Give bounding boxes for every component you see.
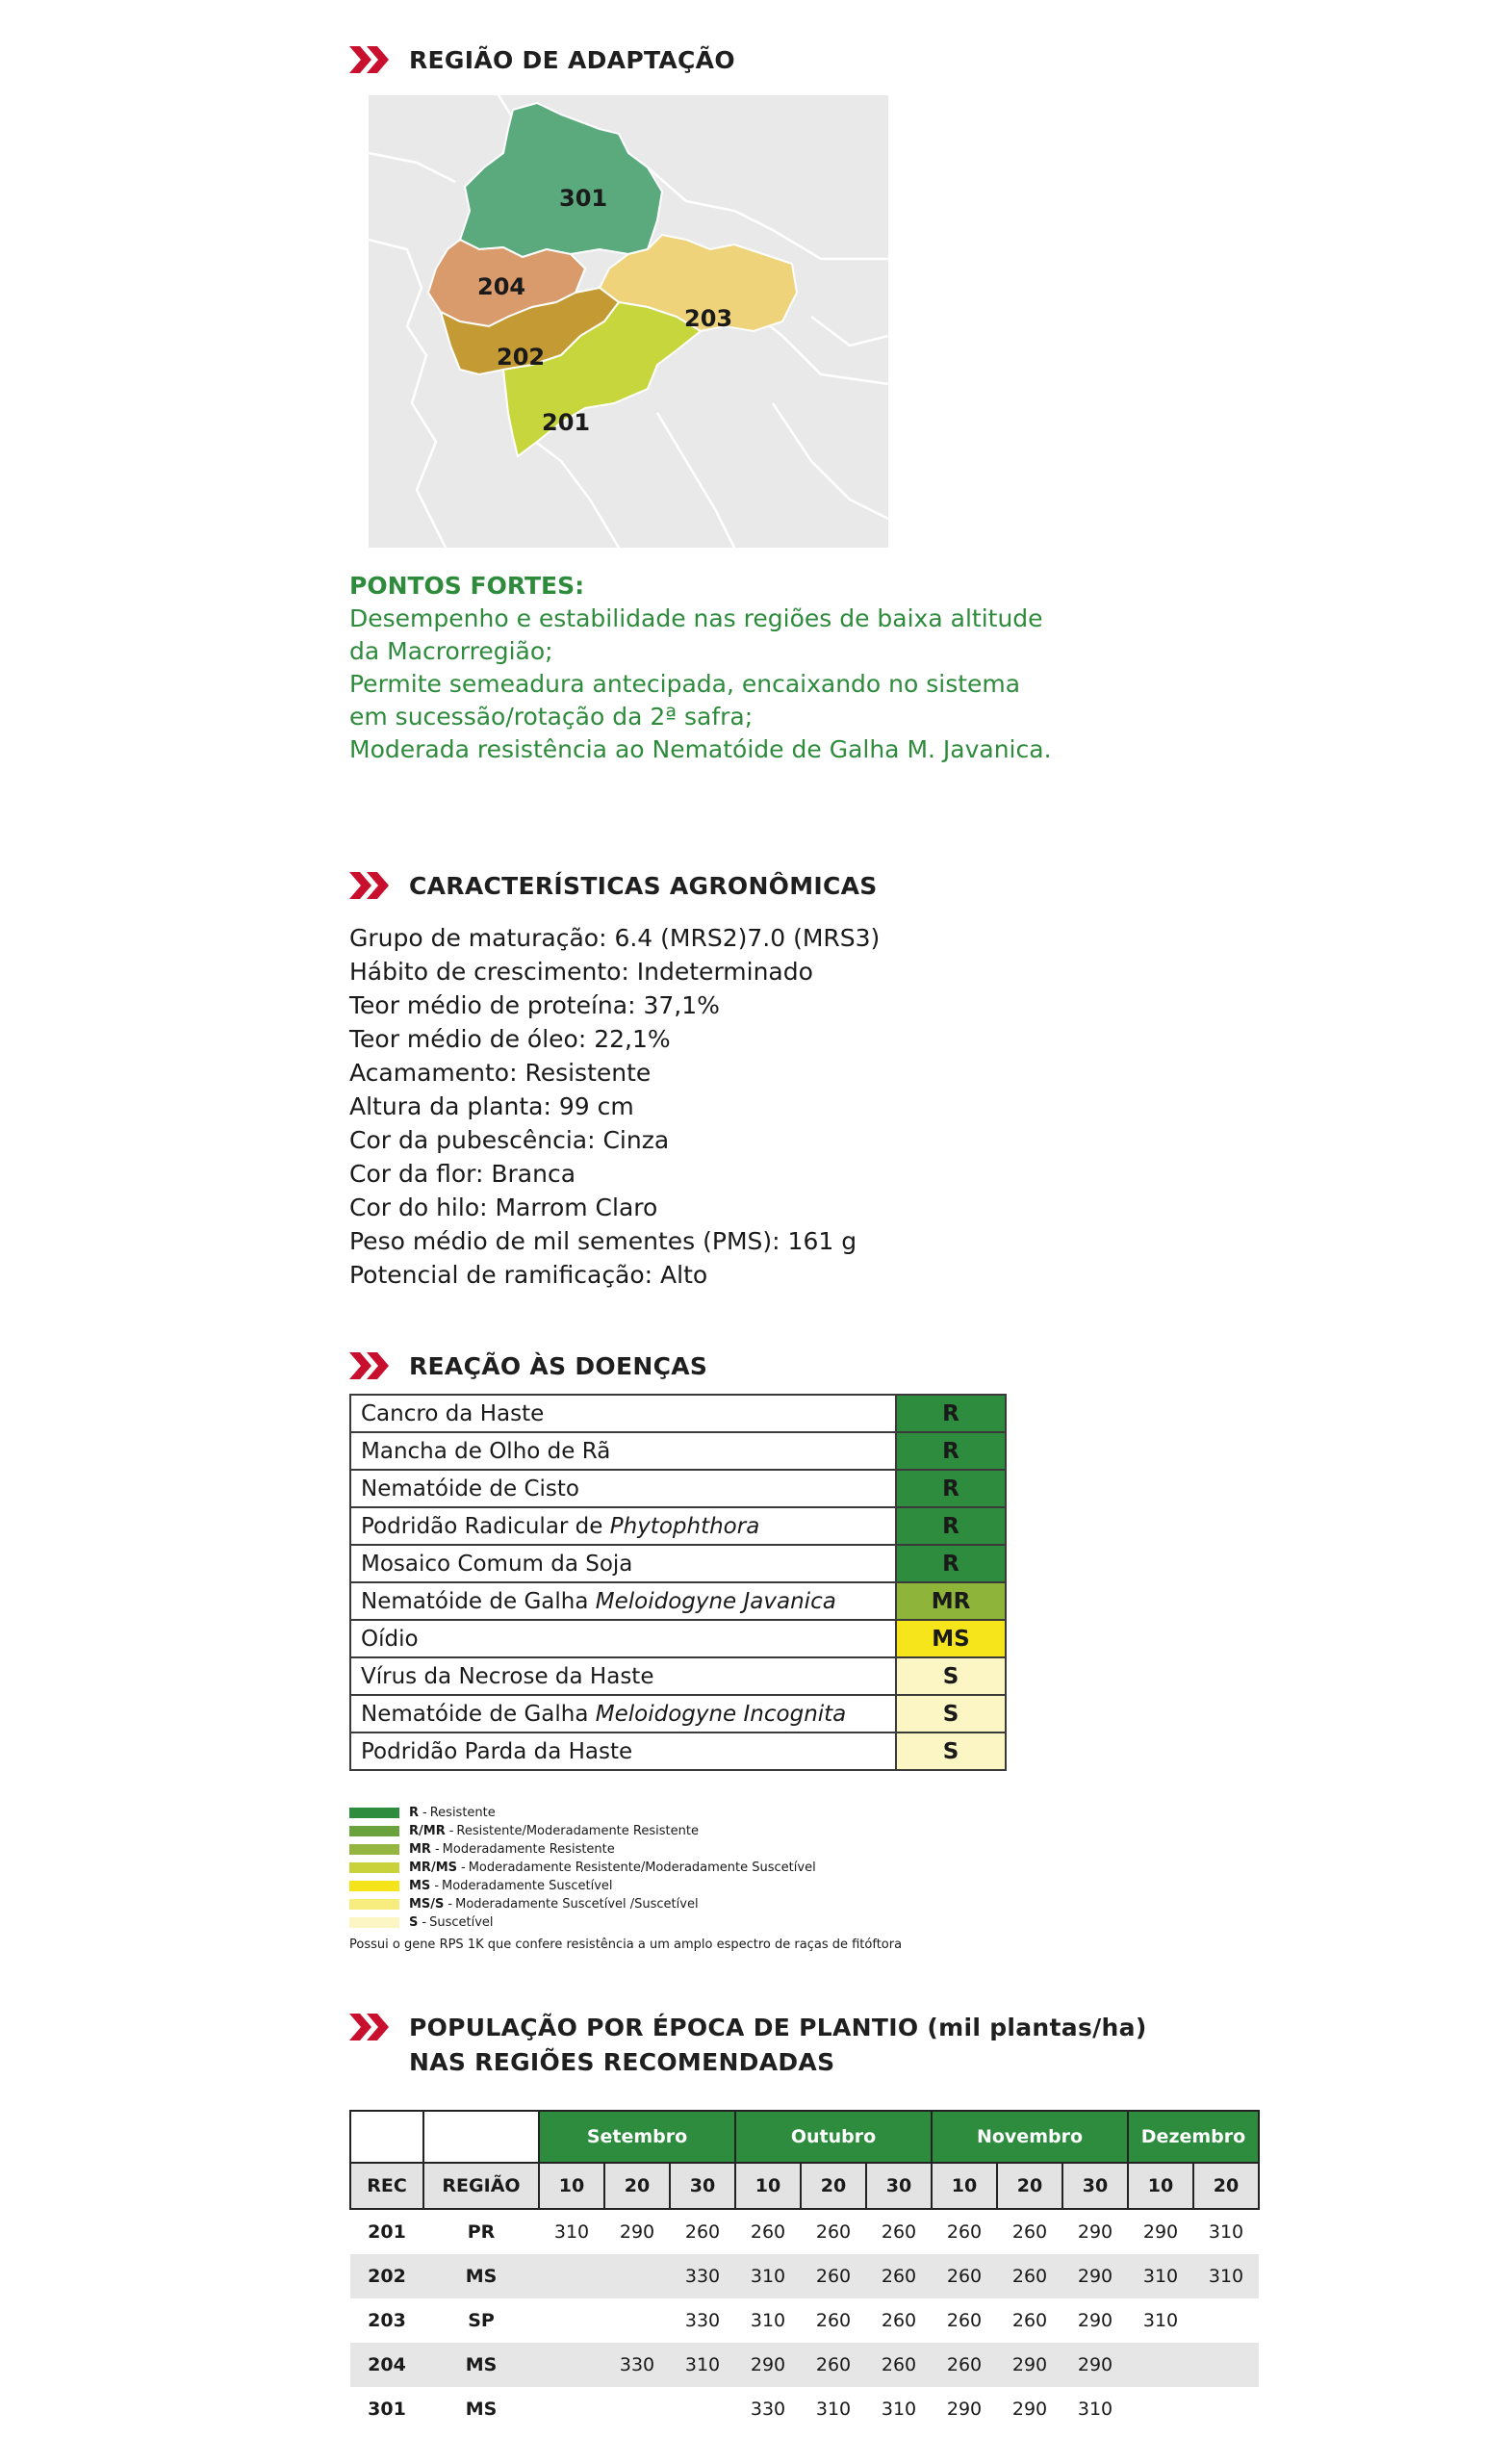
disease-row — [350, 1545, 1006, 1582]
population-value: 260 — [750, 2221, 786, 2243]
population-value: 310 — [1077, 2399, 1113, 2420]
strengths-line: Permite semeadura antecipada, encaixando no sistema — [349, 670, 1021, 698]
disease-reaction: MS — [896, 1620, 1006, 1657]
double-chevron-icon — [349, 46, 397, 73]
strengths-line: em sucessão/rotação da 2ª safra; — [349, 703, 754, 731]
legend-code: MR — [409, 1842, 431, 1857]
legend-swatch — [349, 1881, 399, 1891]
rec-cell: 201 — [368, 2221, 406, 2243]
characteristic-item: Cor da pubescência: Cinza — [349, 1126, 670, 1154]
disease-row — [350, 1732, 1006, 1770]
population-value — [604, 2298, 670, 2343]
population-value: 310 — [1208, 2221, 1244, 2243]
legend-code: MR/MS — [409, 1861, 457, 1875]
region-header: REGIÃO — [423, 2163, 539, 2209]
agronomic-section-title: CARACTERÍSTICAS AGRONÔMICAS — [409, 872, 878, 900]
disease-row — [350, 1507, 1006, 1545]
population-section-title: POPULAÇÃO POR ÉPOCA DE PLANTIO (mil plantas/ha) — [409, 2014, 1147, 2041]
day-header: 10 — [735, 2163, 801, 2209]
strengths-line: Moderada resistência ao Nematóide de Galha M. Javanica. — [349, 735, 1052, 763]
legend-swatch — [349, 1826, 399, 1836]
disease-row — [350, 1695, 1006, 1732]
population-value — [1128, 2387, 1193, 2431]
disease-row — [350, 1657, 1006, 1695]
disease-reaction: S — [896, 1732, 1006, 1770]
population-value: 290 — [1011, 2399, 1048, 2420]
legend-text: Moderadamente Resistente/Moderadamente Suscetível — [468, 1861, 816, 1875]
population-value — [1193, 2387, 1259, 2431]
population-section-subtitle: NAS REGIÕES RECOMENDADAS — [409, 2048, 835, 2076]
disease-row — [350, 1582, 1006, 1620]
legend-code: R/MR — [409, 1824, 446, 1838]
day-header: 10 — [1128, 2163, 1193, 2209]
disease-reaction: S — [896, 1657, 1006, 1695]
legend-item: R/MR - Resistente/Moderadamente Resistente — [349, 1822, 902, 1840]
population-value — [1193, 2298, 1259, 2343]
rec-header: REC — [350, 2163, 423, 2209]
day-header: 20 — [801, 2163, 866, 2209]
population-value: 260 — [815, 2221, 852, 2243]
map-label-204: 204 — [477, 273, 526, 300]
day-header: 10 — [539, 2163, 604, 2209]
day-header: 30 — [1062, 2163, 1128, 2209]
population-value: 310 — [735, 2254, 801, 2298]
map-label-202: 202 — [497, 344, 546, 371]
legend-code: MS/S — [409, 1897, 445, 1912]
empty-header-cell — [350, 2111, 423, 2163]
legend-text: Moderadamente Suscetível — [442, 1879, 613, 1893]
population-value: 290 — [1062, 2343, 1128, 2387]
adaptation-map — [369, 95, 888, 548]
population-value: 260 — [866, 2254, 932, 2298]
disease-reaction: R — [896, 1470, 1006, 1507]
table-row — [350, 2298, 1259, 2343]
population-value — [539, 2343, 604, 2387]
legend-swatch — [349, 1808, 399, 1818]
characteristic-item: Cor do hilo: Marrom Claro — [349, 1194, 658, 1221]
disease-reaction: R — [896, 1507, 1006, 1545]
population-value: 310 — [553, 2221, 590, 2243]
day-header: 20 — [1193, 2163, 1259, 2209]
month-header: Dezembro — [1128, 2111, 1259, 2163]
legend-swatch — [349, 1899, 399, 1910]
population-value: 310 — [1142, 2310, 1179, 2331]
map-label-201: 201 — [542, 409, 591, 436]
population-value: 330 — [604, 2343, 670, 2387]
month-header: Outubro — [735, 2111, 932, 2163]
day-header: 20 — [997, 2163, 1062, 2209]
population-value: 330 — [684, 2310, 721, 2331]
characteristic-item: Altura da planta: 99 cm — [349, 1092, 634, 1120]
characteristic-item: Teor médio de proteína: 37,1% — [349, 991, 720, 1019]
rec-cell: 203 — [368, 2310, 406, 2331]
rec-cell: 204 — [350, 2343, 423, 2387]
characteristic-item: Cor da flor: Branca — [349, 1160, 576, 1188]
legend-text: Resistente — [429, 1806, 496, 1820]
strengths-title: PONTOS FORTES: — [349, 572, 585, 600]
characteristics-list — [349, 921, 880, 1292]
disease-row — [350, 1395, 1006, 1432]
legend-item: S - Suscetível — [349, 1913, 902, 1932]
population-value: 310 — [815, 2399, 852, 2420]
population-value — [604, 2254, 670, 2298]
strengths-line: Desempenho e estabilidade nas regiões de baixa altitude — [349, 604, 1043, 632]
disease-legend — [349, 1804, 902, 1954]
legend-item: R - Resistente — [349, 1804, 902, 1822]
region-cell: MS — [423, 2254, 539, 2298]
disease-section-header — [349, 1349, 707, 1384]
population-value — [670, 2387, 735, 2431]
disease-table — [349, 1394, 1007, 1771]
region-cell: SP — [468, 2310, 495, 2331]
disease-reaction: R — [896, 1545, 1006, 1582]
disease-name: Oídio — [350, 1620, 896, 1657]
disease-name: Podridão Parda da Haste — [350, 1732, 896, 1770]
day-header: 10 — [932, 2163, 997, 2209]
disease-reaction: R — [896, 1395, 1006, 1432]
population-value — [1193, 2343, 1259, 2387]
double-chevron-icon — [349, 1352, 397, 1379]
population-value — [1128, 2343, 1193, 2387]
population-value: 260 — [932, 2254, 997, 2298]
region-section-title: REGIÃO DE ADAPTAÇÃO — [409, 46, 735, 74]
legend-note: Possui o gene RPS 1K que confere resistência a um amplo espectro de raças de fitóftora — [349, 1938, 903, 1952]
region-cell: MS — [465, 2399, 498, 2420]
rec-cell: 202 — [350, 2254, 423, 2298]
disease-name: Nematóide de Cisto — [350, 1470, 896, 1507]
population-value: 310 — [881, 2399, 917, 2420]
empty-header-cell — [423, 2111, 539, 2163]
agronomic-section-header — [349, 869, 878, 904]
region-cell: PR — [467, 2221, 496, 2243]
legend-text: Suscetível — [429, 1915, 494, 1930]
population-value: 260 — [946, 2221, 983, 2243]
table-row — [350, 2254, 1259, 2298]
rec-cell: 301 — [368, 2399, 406, 2420]
strengths-block — [349, 570, 1119, 766]
population-value: 290 — [1062, 2254, 1128, 2298]
disease-name: Podridão Radicular de Phytophthora — [350, 1507, 896, 1545]
characteristic-item: Potencial de ramificação: Alto — [349, 1261, 708, 1289]
double-chevron-icon — [349, 2014, 397, 2040]
legend-code: MS — [409, 1879, 431, 1893]
disease-reaction: S — [896, 1695, 1006, 1732]
population-value: 290 — [735, 2343, 801, 2387]
legend-swatch — [349, 1917, 399, 1928]
day-header: 30 — [670, 2163, 735, 2209]
legend-code: S — [409, 1915, 419, 1930]
region-section-header — [349, 43, 735, 78]
map-label-301: 301 — [559, 185, 608, 212]
population-value — [539, 2298, 604, 2343]
legend-swatch — [349, 1862, 399, 1873]
table-row — [350, 2209, 1259, 2254]
population-value: 310 — [670, 2343, 735, 2387]
population-value: 290 — [946, 2399, 983, 2420]
population-value: 260 — [866, 2343, 932, 2387]
population-value: 260 — [997, 2254, 1062, 2298]
characteristic-item: Teor médio de óleo: 22,1% — [349, 1025, 671, 1053]
legend-text: Moderadamente Resistente — [442, 1842, 615, 1857]
population-value: 310 — [750, 2310, 786, 2331]
disease-name: Mosaico Comum da Soja — [350, 1545, 896, 1582]
population-value: 310 — [1128, 2254, 1193, 2298]
disease-name: Nematóide de Galha Meloidogyne Javanica — [350, 1582, 896, 1620]
disease-name: Mancha de Olho de Rã — [350, 1432, 896, 1470]
legend-code: R — [409, 1806, 420, 1820]
population-value: 310 — [1193, 2254, 1259, 2298]
legend-item: MR - Moderadamente Resistente — [349, 1840, 902, 1859]
population-value — [604, 2387, 670, 2431]
population-value: 260 — [801, 2343, 866, 2387]
population-table — [349, 2110, 1260, 2431]
population-value: 260 — [815, 2310, 852, 2331]
population-value: 290 — [1142, 2221, 1179, 2243]
population-value — [539, 2254, 604, 2298]
legend-item: MS/S - Moderadamente Suscetível /Suscetível — [349, 1895, 902, 1913]
table-row — [350, 2387, 1259, 2431]
characteristic-item: Grupo de maturação: 6.4 (MRS2)7.0 (MRS3) — [349, 924, 881, 952]
table-row — [350, 2343, 1259, 2387]
population-value — [539, 2387, 604, 2431]
legend-text: Moderadamente Suscetível /Suscetível — [455, 1897, 699, 1912]
population-section-header — [349, 2011, 1147, 2080]
population-value: 290 — [619, 2221, 655, 2243]
population-value: 260 — [881, 2310, 917, 2331]
disease-row — [350, 1432, 1006, 1470]
characteristic-item: Hábito de crescimento: Indeterminado — [349, 958, 813, 986]
population-value: 260 — [932, 2343, 997, 2387]
month-header: Setembro — [539, 2111, 735, 2163]
month-header-row — [350, 2111, 1259, 2163]
characteristic-item: Peso médio de mil sementes (PMS): 161 g — [349, 1227, 857, 1255]
population-value: 260 — [946, 2310, 983, 2331]
legend-text: Resistente/Moderadamente Resistente — [456, 1824, 699, 1838]
disease-row — [350, 1620, 1006, 1657]
population-value: 290 — [1077, 2310, 1113, 2331]
disease-name: Vírus da Necrose da Haste — [350, 1657, 896, 1695]
population-value: 260 — [1011, 2221, 1048, 2243]
map-label-203: 203 — [684, 305, 733, 332]
day-header: 30 — [866, 2163, 932, 2209]
disease-reaction: R — [896, 1432, 1006, 1470]
characteristic-item: Acamamento: Resistente — [349, 1059, 652, 1087]
strengths-line: da Macrorregião; — [349, 637, 553, 665]
legend-item: MS - Moderadamente Suscetível — [349, 1877, 902, 1895]
disease-reaction: MR — [896, 1582, 1006, 1620]
legend-item: MR/MS - Moderadamente Resistente/Moderadamente Suscetível — [349, 1859, 902, 1877]
population-value: 260 — [881, 2221, 917, 2243]
population-value: 290 — [1077, 2221, 1113, 2243]
disease-name: Nematóide de Galha Meloidogyne Incognita — [350, 1695, 896, 1732]
population-value: 260 — [684, 2221, 721, 2243]
region-cell: MS — [423, 2343, 539, 2387]
double-chevron-icon — [349, 872, 397, 899]
disease-name: Cancro da Haste — [350, 1395, 896, 1432]
legend-swatch — [349, 1844, 399, 1855]
day-header: 20 — [604, 2163, 670, 2209]
day-header-row — [350, 2163, 1259, 2209]
disease-row — [350, 1470, 1006, 1507]
population-value: 260 — [1011, 2310, 1048, 2331]
disease-section-title: REAÇÃO ÀS DOENÇAS — [409, 1352, 708, 1380]
population-value: 290 — [997, 2343, 1062, 2387]
population-value: 260 — [801, 2254, 866, 2298]
population-value: 330 — [750, 2399, 786, 2420]
population-value: 330 — [670, 2254, 735, 2298]
month-header: Novembro — [932, 2111, 1128, 2163]
